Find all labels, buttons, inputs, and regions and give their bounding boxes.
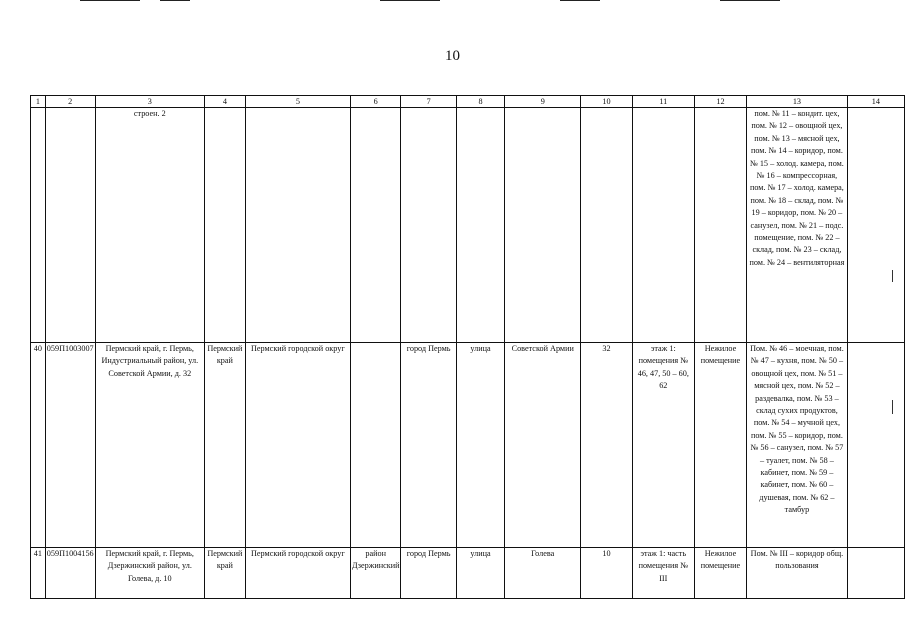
cell-address: строен. 2 [95, 108, 204, 343]
header-cell: 5 [245, 96, 350, 108]
cell-room-list: пом. № 11 – кондит. цех, пом. № 12 – овощной цех, пом. № 13 – мясной цех, пом. № 14 – коридор, пом. № 15 – холод. камера, пом. № 16 – компрессорная, пом. № 17 – холод. камера, пом. № 18 – склад, пом. № 19 – коридор, пом. № 20 – санузел, пом. № 21 – подс. помещение, пом. № 22 – склад, пом. № 23 – склад, пом. № 24 – вентиляторная [747, 108, 848, 343]
cell-street-type: улица [456, 548, 505, 599]
cell-city: город Пермь [401, 343, 456, 548]
cell-floor-rooms [632, 108, 694, 343]
cell-region [204, 108, 245, 343]
cell-cadastral [45, 108, 95, 343]
cell-city: город Пермь [401, 548, 456, 599]
header-cell: 8 [456, 96, 505, 108]
page-number: 10 [445, 48, 460, 64]
cell-premises-type [694, 108, 746, 343]
cell-city [401, 108, 456, 343]
cell-number: 41 [31, 548, 46, 599]
cell-address: Пермский край, г. Пермь, Дзержинский район, ул. Голева, д. 10 [95, 548, 204, 599]
cell-floor-rooms: этаж 1: помещения № 46, 47, 50 – 60, 62 [632, 343, 694, 548]
header-row [31, 96, 905, 108]
cell-extra [847, 343, 904, 548]
table-row [31, 108, 905, 343]
cell-house: 10 [581, 548, 633, 599]
header-cell: 11 [632, 96, 694, 108]
cell-extra [847, 548, 904, 599]
header-cell: 14 [847, 96, 904, 108]
table-row [31, 548, 905, 599]
cell-address: Пермский край, г. Пермь, Индустриальный район, ул. Советской Армии, д. 32 [95, 343, 204, 548]
table-row [31, 343, 905, 548]
registry-table-wrap [30, 95, 905, 599]
cell-street-name: Голева [505, 548, 581, 599]
header-cell: 3 [95, 96, 204, 108]
header-cell: 1 [31, 96, 46, 108]
scan-edge-mark [892, 270, 893, 282]
cell-floor-rooms: этаж 1: часть помещения № III [632, 548, 694, 599]
top-scan-marks [0, 0, 905, 6]
cell-number: 40 [31, 343, 46, 548]
cell-house: 32 [581, 343, 633, 548]
header-cell: 9 [505, 96, 581, 108]
cell-region: Пермский край [204, 548, 245, 599]
cell-district [350, 343, 401, 548]
cell-municipality [245, 108, 350, 343]
cell-street-name: Советской Армии [505, 343, 581, 548]
cell-cadastral: 059П1004156 [45, 548, 95, 599]
header-cell: 6 [350, 96, 401, 108]
cell-street-type [456, 108, 505, 343]
cell-municipality: Пермский городской округ [245, 548, 350, 599]
cell-room-list: Пом. № 46 – моечная, пом. № 47 – кухня, пом. № 50 – овощной цех, пом. № 51 – мясной цех, пом. № 52 – раздевалка, пом. № 53 – склад сухих продуктов, пом. № 54 – мучной цех, пом. № 55 – коридор, пом. № 56 – санузел, пом. № 57 – туалет, пом. № 58 – кабинет, пом. № 59 – кабинет, пом. № 60 – душевая, пом. № 62 – тамбур [747, 343, 848, 548]
header-cell: 4 [204, 96, 245, 108]
cell-region: Пермский край [204, 343, 245, 548]
cell-extra [847, 108, 904, 343]
header-cell: 2 [45, 96, 95, 108]
cell-premises-type: Нежилое помещение [694, 343, 746, 548]
header-cell: 12 [694, 96, 746, 108]
registry-table [30, 95, 905, 599]
cell-house [581, 108, 633, 343]
header-cell: 13 [747, 96, 848, 108]
header-cell: 7 [401, 96, 456, 108]
cell-number [31, 108, 46, 343]
cell-street-type: улица [456, 343, 505, 548]
cell-cadastral: 059П1003007 [45, 343, 95, 548]
cell-district [350, 108, 401, 343]
cell-premises-type: Нежилое помещение [694, 548, 746, 599]
cell-street-name [505, 108, 581, 343]
scan-edge-mark [892, 400, 893, 414]
cell-room-list: Пом. № III – коридор общ. пользования [747, 548, 848, 599]
cell-municipality: Пермский городской округ [245, 343, 350, 548]
header-cell: 10 [581, 96, 633, 108]
cell-district: район Дзержинский [350, 548, 401, 599]
